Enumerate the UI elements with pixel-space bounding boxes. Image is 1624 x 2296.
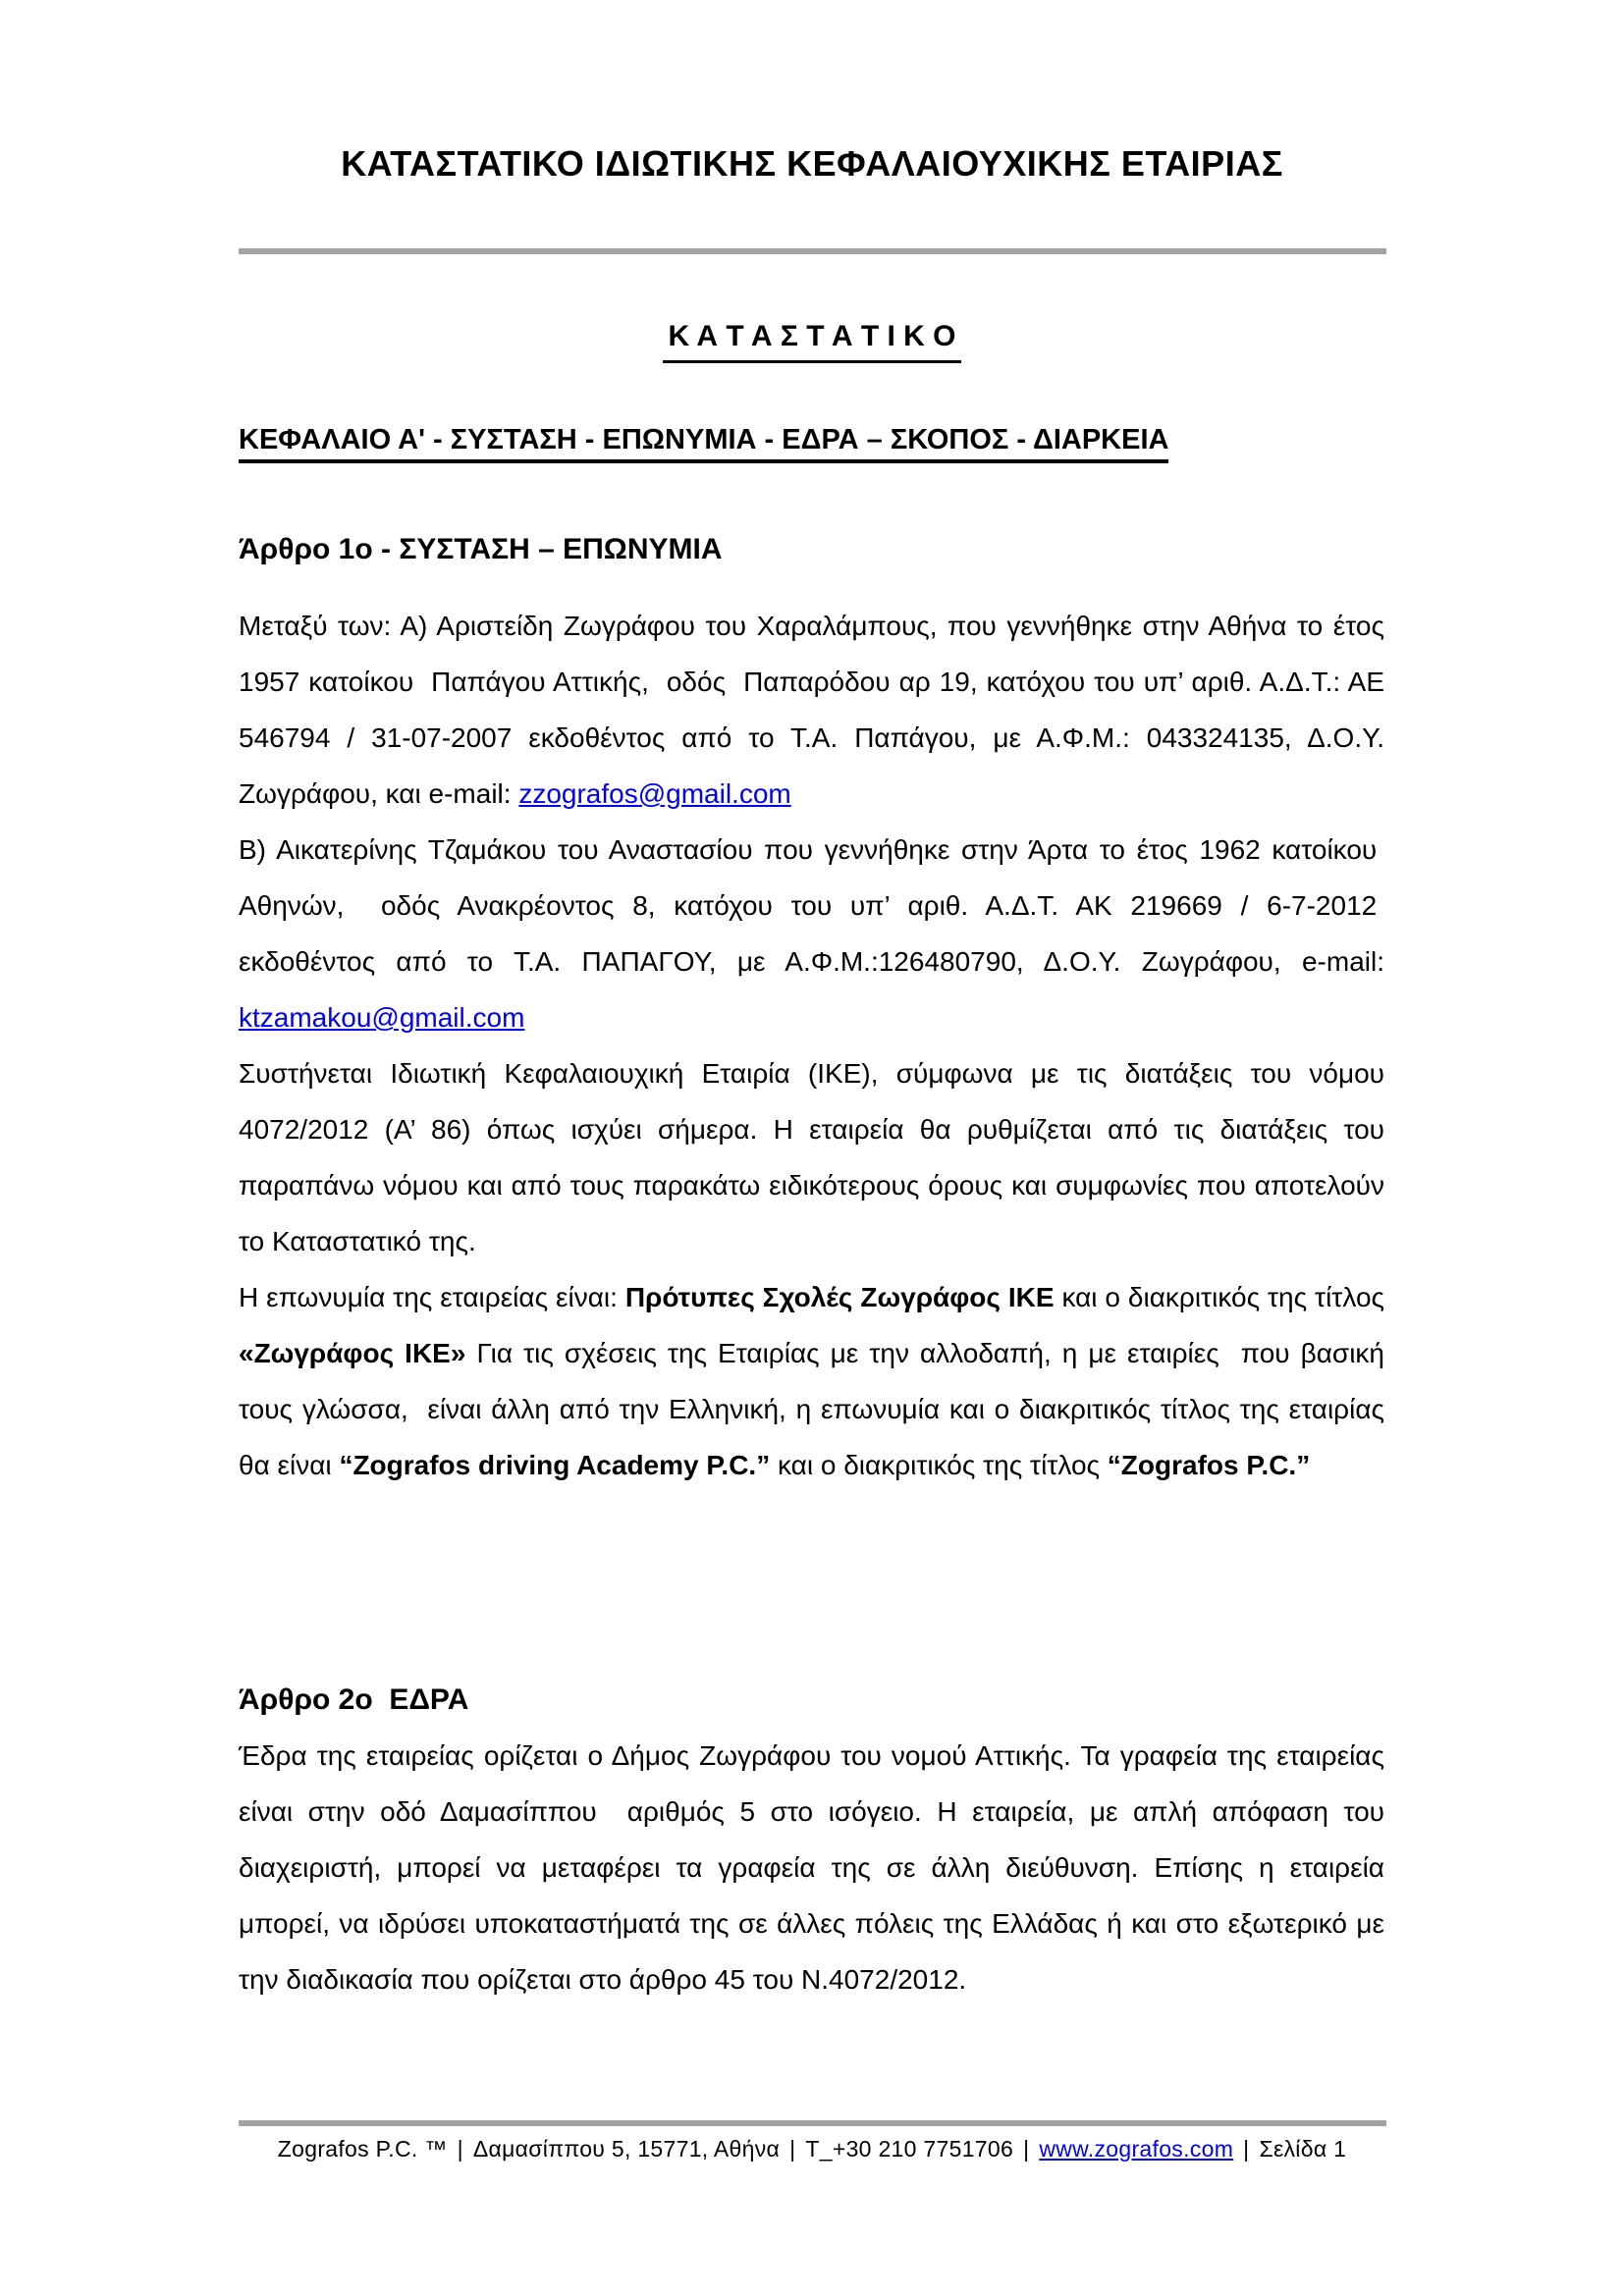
footer-separator: | (1023, 2136, 1030, 2162)
footer-separator: | (457, 2136, 463, 2162)
formation-paragraph: Συστήνεται Ιδιωτική Κεφαλαιουχική Εταιρία (ΙΚΕ), σύμφωνα με τις διατάξεις του νόμου 4072/2012 (Α’ 86) όπως ισχύει σήμερα. Η εταιρεία θα ρυθμίζεται από τις διατάξεις του παραπάνω νόμου και από τους παρακάτω ειδικότερους όρους και συμφωνίες που αποτελούν το Καταστατικό της. (239, 1058, 1384, 1256)
footer-page-number: Σελίδα 1 (1259, 2136, 1347, 2162)
article-2-body (239, 1728, 1384, 2007)
founder-a-email-link[interactable]: zzografos@gmail.com (518, 778, 791, 809)
chapter-a-heading (239, 424, 1168, 463)
company-distinctive-title-greek: «Ζωγράφος ΙΚΕ» (239, 1338, 466, 1368)
founder-b-email-link[interactable]: ktzamakou@gmail.com (239, 1002, 525, 1033)
footer-company: Zografos P.C. ™ (277, 2136, 448, 2162)
company-name-text-2: και ο διακριτικός της τίτλος (1054, 1282, 1385, 1312)
company-name-greek: Πρότυπες Σχολές Ζωγράφος ΙΚΕ (624, 1282, 1055, 1312)
company-name-latin: “Zografos driving Academy P.C.” (339, 1450, 771, 1480)
company-name-text-4: και ο διακριτικός της τίτλος (770, 1450, 1108, 1480)
statute-main-heading (0, 320, 1624, 363)
article-1-heading: Άρθρο 1ο - ΣΥΣΤΑΣΗ – ΕΠΩΝΥΜΙΑ (239, 533, 723, 565)
document-header-title: ΚΑΤΑΣΤΑΤΙΚΟ ΙΔΙΩΤΙΚΗΣ ΚΕΦΑΛΑΙΟΥΧΙΚΗΣ ΕΤΑΙΡΙΑΣ (341, 143, 1283, 184)
founder-a-text: Μεταξύ των: Α) Αριστείδη Ζωγράφου του Χαραλάμπους, που γεννήθηκε στην Αθήνα το έτος 1957 κατοίκου Παπάγου Αττικής, οδός Παπαρόδου αρ 19, κατόχου του υπ’ αριθ. Α.Δ.Τ.: ΑΕ 546794 / 31-07-2007 εκδοθέντος από το Τ.Α. Παπάγου, με Α.Φ.Μ.: 043324135, Δ.Ο.Υ. Ζωγράφου, και e-mail: (239, 611, 1384, 809)
footer-address: Δαμασίππου 5, 15771, Αθήνα (472, 2136, 781, 2162)
page-footer (0, 2136, 1624, 2163)
footer-phone: T_+30 210 7751706 (805, 2136, 1014, 2162)
founder-b-text: Β) Αικατερίνης Τζαμάκου του Αναστασίου που γεννήθηκε στην Άρτα το έτος 1962 κατοίκου Αθηνών, οδός Ανακρέοντος 8, κατόχου του υπ’ αριθ. Α.Δ.Τ. ΑΚ 219669 / 6-7-2012 εκδοθέντος από το Τ.Α. ΠΑΠΑΓΟΥ, με Α.Φ.Μ.:126480790, Δ.Ο.Υ. Ζωγράφου, e-mail: (239, 834, 1384, 977)
chapter-a-heading-text: ΚΕΦΑΛΑΙΟ Α' - ΣΥΣΤΑΣΗ - ΕΠΩΝΥΜΙΑ - ΕΔΡΑ – ΣΚΟΠΟΣ - ΔΙΑΡΚΕΙΑ (239, 424, 1168, 463)
founder-a-paragraph (239, 598, 1384, 822)
company-name-text-1: Η επωνυμία της εταιρείας είναι: (239, 1282, 625, 1312)
statute-main-heading-text: Κ Α Τ Α Σ Τ Α Τ Ι Κ Ο (663, 320, 962, 363)
footer-website-link[interactable]: www.zografos.com (1039, 2136, 1234, 2162)
founder-b-paragraph (239, 822, 1384, 1045)
article-2-heading: Άρθρο 2ο ΕΔΡΑ (239, 1683, 469, 1716)
footer-separator: | (1243, 2136, 1250, 2162)
footer-rule (239, 2120, 1386, 2126)
header-rule (239, 248, 1386, 254)
company-name-paragraph (239, 1269, 1384, 1493)
company-name-text-3: Για τις σχέσεις της Εταιρίας με την αλλοδαπή, η με εταιρίες που βασική τους γλώσσα, είναι άλλη από την Ελληνική, η επωνυμία και ο διακριτικός τίτλος της εταιρίας θα είναι (239, 1338, 1385, 1480)
footer-separator: | (789, 2136, 796, 2162)
seat-paragraph: Έδρα της εταιρείας ορίζεται ο Δήμος Ζωγράφου του νομού Αττικής. Τα γραφεία της εταιρείας είναι στην οδό Δαμασίππου αριθμός 5 στο ισόγειο. Η εταιρεία, με απλή απόφαση του διαχειριστή, μπορεί να μεταφέρει τα γραφεία της σε άλλη διεύθυνση. Επίσης η εταιρεία μπορεί, να ιδρύσει υποκαταστήματά της σε άλλες πόλεις της Ελλάδας ή και στο εξωτερικό με την διαδικασία που ορίζεται στο άρθρο 45 του Ν.4072/2012. (239, 1740, 1384, 1995)
article-1-body (239, 598, 1384, 1493)
company-distinctive-title-latin: “Zografos P.C.” (1107, 1450, 1311, 1480)
